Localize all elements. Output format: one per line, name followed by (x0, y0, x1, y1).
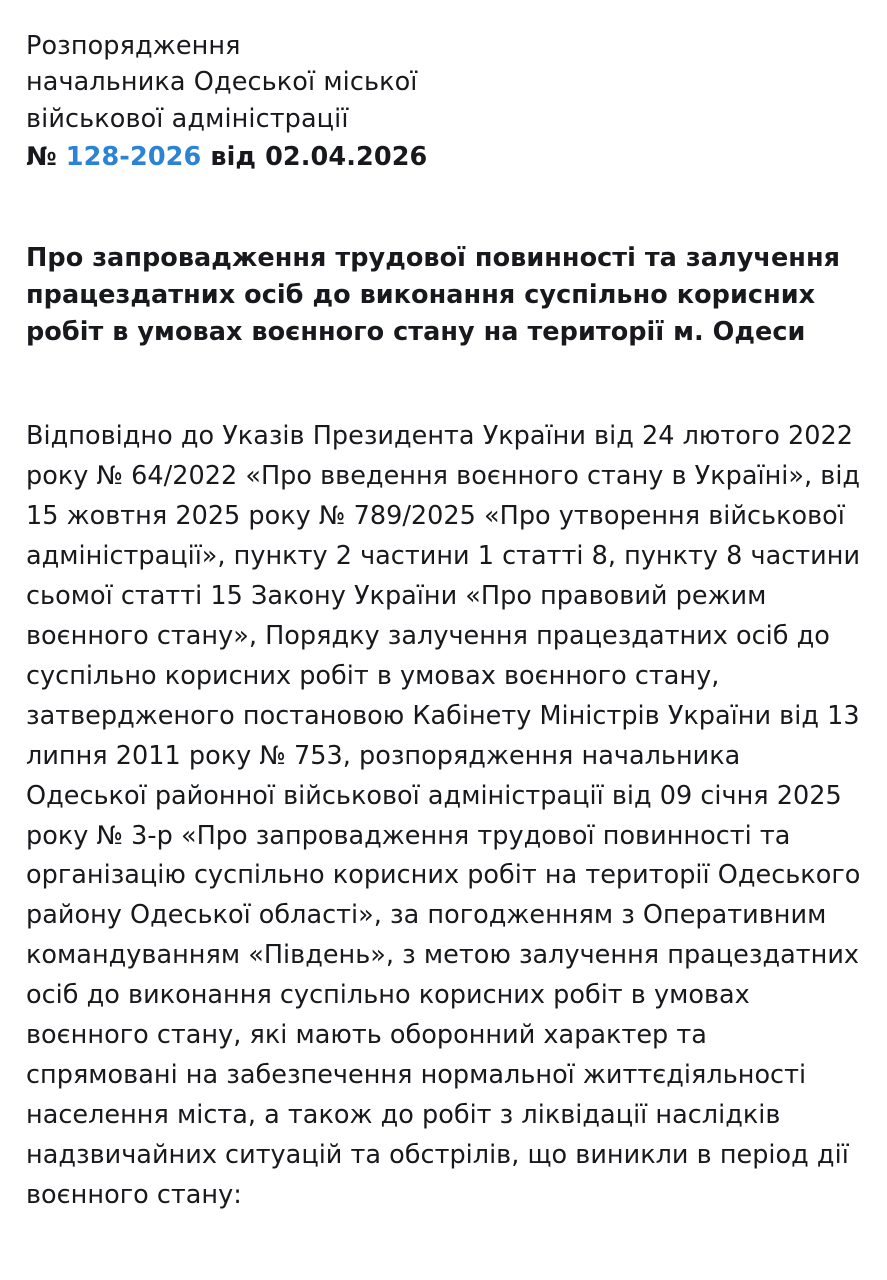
document-body (26, 417, 861, 1215)
document-title: Про запровадження трудової повинності та залучення працездатних осіб до виконання суспільно корисних робіт в умовах воєнного стану на території м. Одеси (26, 242, 841, 348)
document-number-link[interactable]: 128-2026 (65, 142, 202, 173)
body-paragraph: Відповідно до Указів Президента України від 24 лютого 2022 року № 64/2022 «Про введення воєнного стану в Україні», від 15 жовтня 2025 року № 789/2025 «Про утворення військової адміністрації», пункту 2 частини 1 статті 8, пункту 8 частини сьомої статті 15 Закону України «Про правовий режим воєнного стану», Порядку залучення працездатних осіб до суспільно корисних робіт в умовах воєнного стану, затвердженого постановою Кабінету Міністрів України від 13 липня 2011 року № 753, розпорядження начальника Одеської районної військової адміністрації від 09 січня 2025 року № 3-р «Про запровадження трудової повинності та організацію суспільно корисних робіт на території Одеського району Одеської області», за погодженням з Оперативним командуванням «Південь», з метою залучення працездатних осіб до виконання суспільно корисних робіт в умовах воєнного стану, які мають оборонний характер та спрямовані на забезпечення нормальної життєдіяльності населення міста, а також до робіт з ліквідації наслідків надзвичайних ситуацій та обстрілів, що виникли в період дії воєнного стану: (26, 421, 861, 1210)
document-number-line (26, 139, 861, 175)
document-date: від 02.04.2026 (201, 142, 428, 173)
document-header (26, 28, 861, 176)
header-line-2: начальника Одеської міської (26, 67, 418, 98)
number-prefix: № (26, 142, 66, 173)
header-line-1: Розпорядження (26, 31, 241, 61)
header-line-3: військової адміністрації (26, 103, 349, 134)
